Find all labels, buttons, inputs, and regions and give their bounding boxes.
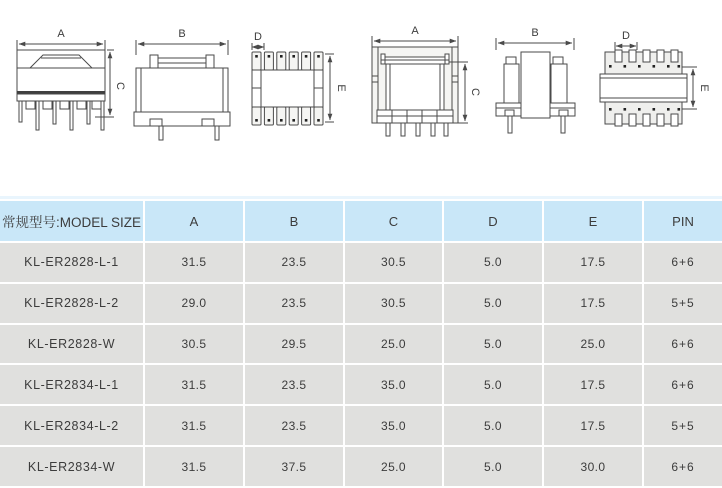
drawing-bobbin-side-view: [134, 28, 230, 140]
dim-a: [17, 40, 105, 50]
dimension-value-cell: 31.5: [145, 365, 243, 404]
dim-d: [615, 42, 637, 50]
pins: [386, 123, 448, 136]
winding-window: [30, 55, 92, 68]
dim-d: [252, 43, 264, 50]
drawing-assembled-bottom-view: [600, 30, 710, 126]
column-header-A: A: [145, 201, 243, 241]
bobbin-body: [136, 68, 228, 112]
top-tab-left: [150, 55, 158, 68]
dimension-value-cell: 17.5: [544, 284, 642, 323]
model-name-cell: KL-ER2828-W: [0, 325, 143, 364]
pins: [19, 101, 104, 130]
dimension-value-cell: 31.5: [145, 447, 243, 486]
bobbin-body: [17, 50, 105, 94]
tab-right: [553, 57, 563, 64]
column-header-PIN: PIN: [644, 201, 722, 241]
dimension-value-cell: 17.5: [544, 243, 642, 282]
dim-label-b: B: [531, 27, 539, 39]
column-header-C: C: [345, 201, 442, 241]
drawing-assembled-front-view: [372, 25, 481, 136]
dim-label-c: C: [469, 88, 481, 96]
dimension-value-cell: 5+5: [644, 406, 722, 445]
model-name-cell: KL-ER2834-W: [0, 447, 143, 486]
bottom-pads: [252, 107, 323, 125]
dimension-value-cell: 6+6: [644, 365, 722, 404]
dimension-value-cell: 31.5: [145, 406, 243, 445]
dimension-value-cell: 25.0: [544, 325, 642, 364]
dimension-value-cell: 5.0: [444, 365, 542, 404]
column-header-B: B: [245, 201, 343, 241]
model-name-cell: KL-ER2834-L-1: [0, 365, 143, 404]
flange-right: [551, 64, 567, 103]
dim-b: [496, 38, 574, 50]
dimension-value-cell: 5.0: [444, 447, 542, 486]
dim-label-a: A: [411, 25, 419, 37]
dimension-value-cell: 23.5: [245, 284, 343, 323]
model-name-cell: KL-ER2828-L-1: [0, 243, 143, 282]
dimension-value-cell: 35.0: [345, 365, 442, 404]
dimension-value-cell: 5.0: [444, 284, 542, 323]
dim-label-e: E: [335, 84, 347, 92]
column-header-E: E: [544, 201, 642, 241]
dimension-value-cell: 31.5: [145, 243, 243, 282]
dimension-value-cell: 6+6: [644, 325, 722, 364]
dimension-value-cell: 5+5: [644, 284, 722, 323]
dimension-value-cell: 6+6: [644, 447, 722, 486]
dimension-value-cell: 17.5: [544, 365, 642, 404]
dimension-value-cell: 35.0: [345, 406, 442, 445]
dimension-value-cell: 23.5: [245, 243, 343, 282]
dim-label-e: E: [698, 84, 710, 92]
drawing-assembled-side-view: [496, 27, 575, 133]
dimension-value-cell: 5.0: [444, 243, 542, 282]
pin-header: [17, 94, 105, 101]
dimension-value-cell: 29.5: [245, 325, 343, 364]
dimension-value-cell: 29.0: [145, 284, 243, 323]
top-pads: [252, 52, 323, 70]
drawing-bobbin-bottom-view: [252, 31, 347, 125]
base: [134, 112, 230, 126]
dim-b: [136, 40, 228, 55]
dimension-value-cell: 25.0: [345, 325, 442, 364]
dimension-value-cell: 23.5: [245, 365, 343, 404]
dimension-value-cell: 30.0: [544, 447, 642, 486]
core: [521, 52, 550, 118]
dimension-value-cell: 17.5: [544, 406, 642, 445]
dimension-value-cell: 25.0: [345, 447, 442, 486]
flange-left: [504, 64, 519, 103]
dimension-value-cell: 5.0: [444, 406, 542, 445]
dimension-value-cell: 23.5: [245, 406, 343, 445]
dimension-value-cell: 30.5: [345, 284, 442, 323]
table-top-border: [0, 196, 722, 199]
model-name-cell: KL-ER2834-L-2: [0, 406, 143, 445]
pins: [508, 116, 565, 133]
dim-label-a: A: [57, 28, 65, 40]
column-header-D: D: [444, 201, 542, 241]
dim-label-c: C: [114, 82, 126, 90]
dim-e: [325, 54, 334, 122]
model-size-table: [0, 201, 722, 486]
tab-left: [506, 57, 516, 64]
dim-label-d: D: [622, 30, 630, 42]
top-tab-right: [206, 55, 214, 68]
technical-drawings: [0, 0, 722, 200]
dimension-value-cell: 6+6: [644, 243, 722, 282]
dimension-value-cell: 30.5: [145, 325, 243, 364]
dim-label-d: D: [254, 31, 262, 43]
dim-a: [372, 36, 458, 47]
dimension-value-cell: 30.5: [345, 243, 442, 282]
dimension-value-cell: 5.0: [444, 325, 542, 364]
model-size-header: 常规型号:MODEL SIZE: [0, 201, 143, 241]
model-name-cell: KL-ER2828-L-2: [0, 284, 143, 323]
dimension-value-cell: 37.5: [245, 447, 343, 486]
drawing-bobbin-front-view: [17, 28, 126, 130]
window: [386, 64, 444, 110]
dim-label-b: B: [178, 28, 186, 40]
pins: [159, 126, 219, 140]
